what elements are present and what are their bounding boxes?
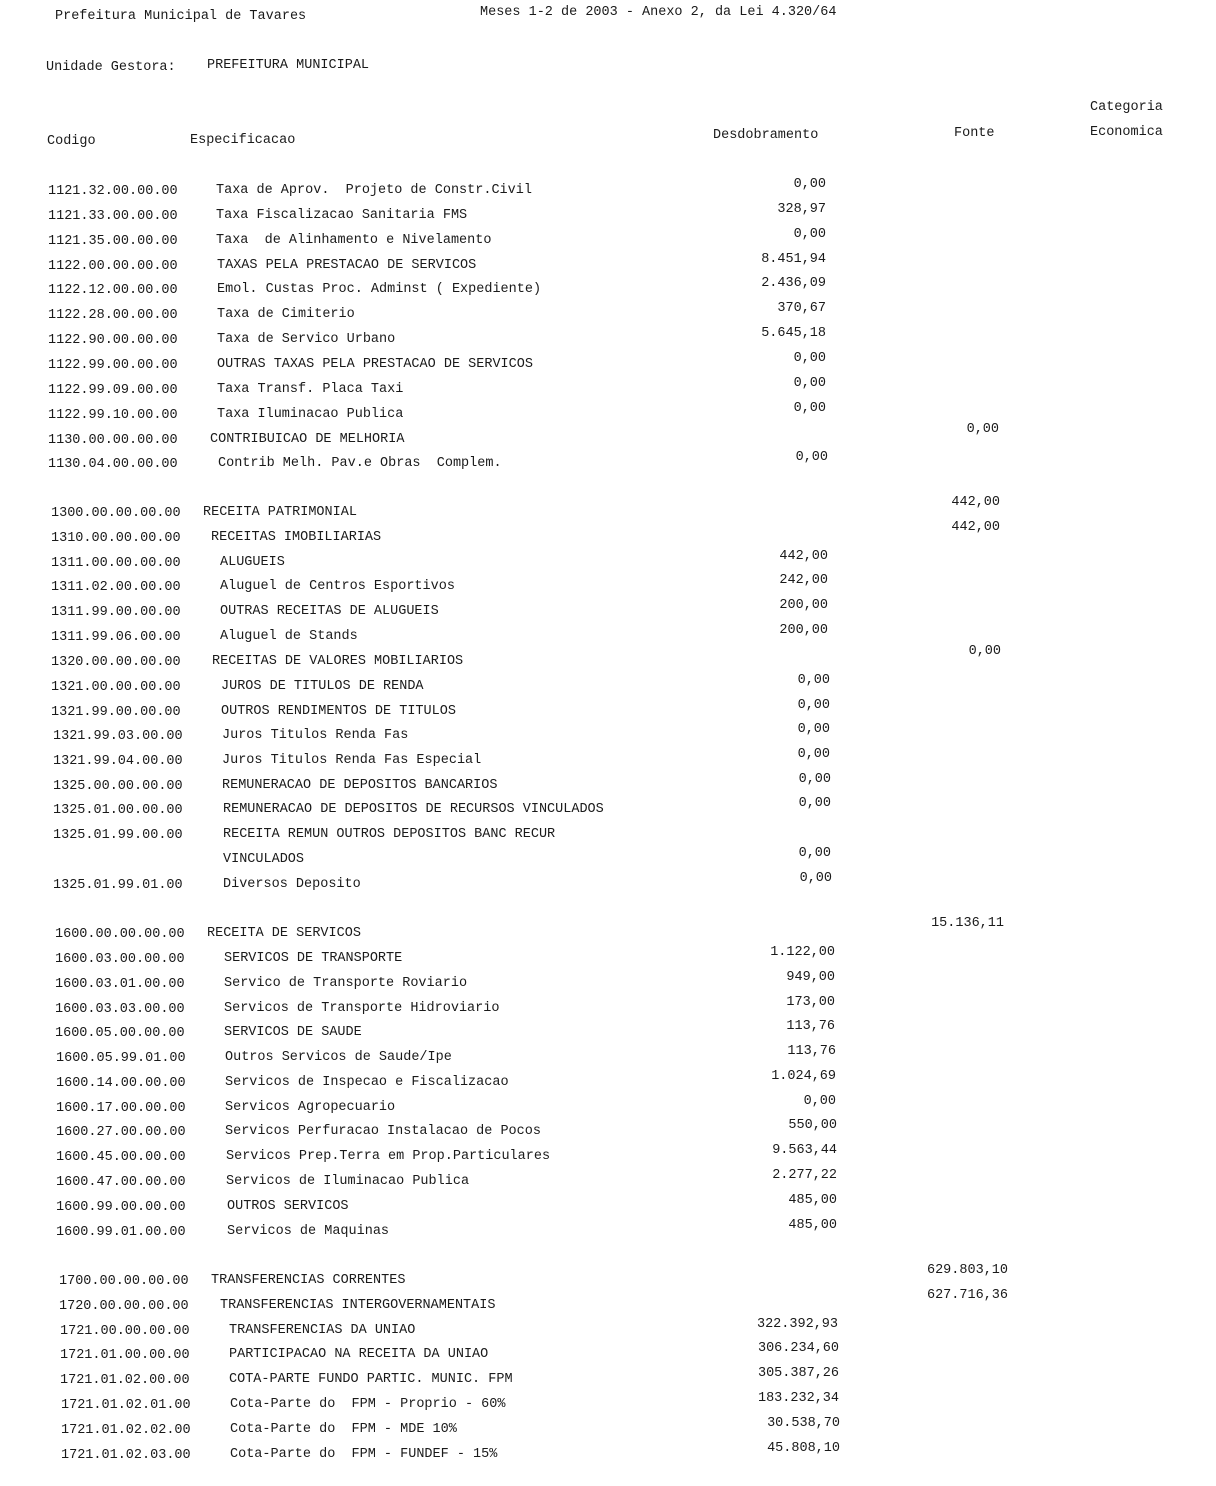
column-header-codigo: Codigo <box>47 134 96 149</box>
table-row <box>0 1341 1216 1367</box>
table-row <box>0 846 1216 872</box>
row-code: 1600.45.00.00.00 <box>56 1150 186 1165</box>
row-fonte: 0,00 <box>966 422 999 437</box>
row-desdobramento: 2.436,09 <box>761 276 826 291</box>
row-desdobramento: 0,00 <box>793 227 826 242</box>
row-code: 1600.00.00.00.00 <box>55 927 185 942</box>
row-code: 1121.35.00.00.00 <box>48 234 178 249</box>
row-specification: VINCULADOS <box>223 852 305 867</box>
row-desdobramento: 5.645,18 <box>761 326 826 341</box>
table-row <box>0 520 1216 550</box>
row-code: 1122.90.00.00.00 <box>48 333 178 348</box>
row-specification: Servicos Perfuracao Instalacao de Pocos <box>225 1124 541 1139</box>
row-specification: Cota-Parte do FPM - FUNDEF - 15% <box>230 1447 498 1462</box>
table-row <box>0 1019 1216 1045</box>
row-desdobramento: 485,00 <box>788 1193 837 1208</box>
row-code: 1321.99.04.00.00 <box>53 754 183 769</box>
row-fonte: 627.716,36 <box>926 1288 1008 1303</box>
row-specification: JUROS DE TITULOS DE RENDA <box>221 679 424 694</box>
row-specification: Taxa de Alinhamento e Nivelamento <box>216 233 492 248</box>
row-specification: REMUNERACAO DE DEPOSITOS BANCARIOS <box>222 778 498 793</box>
row-code: 1600.03.03.00.00 <box>55 1002 185 1017</box>
table-row <box>0 1143 1216 1169</box>
table-row <box>0 1218 1216 1244</box>
row-specification: Contrib Melh. Pav.e Obras Complem. <box>218 456 502 471</box>
row-desdobramento: 0,00 <box>798 772 831 787</box>
row-code: 1311.00.00.00.00 <box>51 556 181 571</box>
row-desdobramento: 8.451,94 <box>761 252 826 267</box>
row-specification: SERVICOS DE SAUDE <box>224 1025 362 1040</box>
row-code: 1122.00.00.00.00 <box>48 259 178 274</box>
row-code: 1122.99.00.00.00 <box>48 358 178 373</box>
table-row <box>0 598 1216 624</box>
row-code: 1311.99.06.00.00 <box>51 630 181 645</box>
row-desdobramento: 1.024,69 <box>771 1069 836 1084</box>
row-desdobramento: 0,00 <box>797 747 830 762</box>
table-row <box>0 252 1216 278</box>
row-desdobramento: 550,00 <box>788 1118 837 1133</box>
column-header-economica: Economica <box>1090 125 1163 140</box>
table-row <box>0 450 1216 476</box>
report-period: Meses 1-2 de 2003 - Anexo 2, da Lei 4.320/64 <box>480 5 837 20</box>
row-code: 1122.12.00.00.00 <box>48 283 178 298</box>
row-specification: TRANSFERENCIAS INTERGOVERNAMENTAIS <box>220 1298 496 1313</box>
table-row <box>0 1044 1216 1070</box>
row-desdobramento: 0,00 <box>798 796 831 811</box>
table-row <box>0 722 1216 748</box>
row-specification: RECEITAS DE VALORES MOBILIARIOS <box>212 654 464 669</box>
row-specification: OUTRAS TAXAS PELA PRESTACAO DE SERVICOS <box>217 357 533 372</box>
row-code: 1600.14.00.00.00 <box>56 1076 186 1091</box>
row-specification: COTA-PARTE FUNDO PARTIC. MUNIC. FPM <box>229 1372 513 1387</box>
row-specification: REMUNERACAO DE DEPOSITOS DE RECURSOS VINCULADOS <box>223 802 604 817</box>
row-fonte: 442,00 <box>951 520 1000 535</box>
table-row <box>0 1391 1216 1417</box>
row-desdobramento: 200,00 <box>779 623 828 638</box>
row-specification: Taxa Iluminacao Publica <box>217 407 404 422</box>
row-specification: Servicos de Iluminacao Publica <box>226 1174 470 1189</box>
row-desdobramento: 328,97 <box>777 202 826 217</box>
row-desdobramento: 200,00 <box>779 598 828 613</box>
row-desdobramento: 1.122,00 <box>770 945 835 960</box>
row-code: 1310.00.00.00.00 <box>51 531 181 546</box>
row-specification: RECEITA DE SERVICOS <box>207 926 361 941</box>
row-specification: Servicos de Maquinas <box>227 1224 390 1239</box>
row-code: 1721.01.02.03.00 <box>61 1448 191 1463</box>
row-specification: CONTRIBUICAO DE MELHORIA <box>210 432 405 447</box>
row-code: 1600.03.00.00.00 <box>55 952 185 967</box>
row-specification: OUTROS RENDIMENTOS DE TITULOS <box>221 704 456 719</box>
row-code: 1600.47.00.00.00 <box>56 1175 186 1190</box>
row-desdobramento: 45.808,10 <box>767 1441 840 1456</box>
row-specification: Outros Servicos de Saude/Ipe <box>225 1050 452 1065</box>
table-row <box>0 1317 1216 1343</box>
row-code: 1325.00.00.00.00 <box>53 779 183 794</box>
row-code: 1600.05.99.01.00 <box>56 1051 186 1066</box>
table-row <box>0 1118 1216 1144</box>
table-row <box>0 945 1216 971</box>
table-row <box>0 495 1216 525</box>
row-specification: Servicos Agropecuario <box>225 1100 396 1115</box>
row-specification: Cota-Parte do FPM - Proprio - 60% <box>230 1397 506 1412</box>
table-row <box>0 1441 1216 1467</box>
row-specification: Servico de Transporte Roviario <box>224 976 468 991</box>
row-specification: TAXAS PELA PRESTACAO DE SERVICOS <box>217 258 477 273</box>
row-specification: OUTROS SERVICOS <box>227 1199 349 1214</box>
column-header-especificacao: Especificacao <box>190 133 296 148</box>
row-code: 1721.00.00.00.00 <box>60 1324 190 1339</box>
unit-name: PREFEITURA MUNICIPAL <box>207 58 370 73</box>
row-code: 1325.01.99.00.00 <box>53 828 183 843</box>
unit-label: Unidade Gestora: <box>46 60 176 75</box>
table-row <box>0 871 1216 897</box>
row-code: 1721.01.02.02.00 <box>61 1423 191 1438</box>
row-code: 1600.03.01.00.00 <box>55 977 185 992</box>
table-row <box>0 1288 1216 1318</box>
row-fonte: 629.803,10 <box>926 1263 1008 1278</box>
row-code: 1121.33.00.00.00 <box>48 209 178 224</box>
table-row <box>0 326 1216 352</box>
row-desdobramento: 0,00 <box>798 846 831 861</box>
row-code: 1300.00.00.00.00 <box>51 506 181 521</box>
row-desdobramento: 322.392,93 <box>756 1317 838 1332</box>
row-desdobramento: 30.538,70 <box>767 1416 840 1431</box>
row-specification: Juros Titulos Renda Fas Especial <box>222 753 482 768</box>
row-specification: Taxa de Cimiterio <box>217 307 355 322</box>
row-specification: Servicos Prep.Terra em Prop.Particulares <box>226 1149 551 1164</box>
row-desdobramento: 370,67 <box>777 301 826 316</box>
row-specification: Emol. Custas Proc. Adminst ( Expediente) <box>217 282 542 297</box>
table-row <box>0 1193 1216 1219</box>
row-code: 1130.00.00.00.00 <box>48 433 178 448</box>
row-desdobramento: 949,00 <box>786 970 835 985</box>
row-desdobramento: 0,00 <box>803 1094 836 1109</box>
row-desdobramento: 442,00 <box>779 549 828 564</box>
row-specification: Diversos Deposito <box>223 877 361 892</box>
row-specification: RECEITA REMUN OUTROS DEPOSITOS BANC RECUR <box>223 827 556 842</box>
table-row <box>0 673 1216 699</box>
row-specification: Juros Titulos Renda Fas <box>222 728 409 743</box>
table-row <box>0 970 1216 996</box>
row-code: 1321.99.03.00.00 <box>53 729 183 744</box>
row-specification: PARTICIPACAO NA RECEITA DA UNIAO <box>229 1347 489 1362</box>
row-code: 1721.01.00.00.00 <box>60 1348 190 1363</box>
row-desdobramento: 113,76 <box>786 1019 835 1034</box>
row-desdobramento: 0,00 <box>797 673 830 688</box>
row-specification: SERVICOS DE TRANSPORTE <box>224 951 403 966</box>
column-header-desdobramento: Desdobramento <box>713 128 819 143</box>
table-row <box>0 916 1216 946</box>
row-desdobramento: 485,00 <box>788 1218 837 1233</box>
row-desdobramento: 173,00 <box>786 995 835 1010</box>
row-desdobramento: 0,00 <box>793 351 826 366</box>
row-desdobramento: 306.234,60 <box>757 1341 839 1356</box>
row-desdobramento: 2.277,22 <box>772 1168 837 1183</box>
row-code: 1721.01.02.00.00 <box>60 1373 190 1388</box>
row-specification: Aluguel de Stands <box>220 629 358 644</box>
row-specification: Servicos de Transporte Hidroviario <box>224 1001 500 1016</box>
row-specification: ALUGUEIS <box>220 555 285 570</box>
table-row <box>0 644 1216 674</box>
row-desdobramento: 9.563,44 <box>772 1143 837 1158</box>
row-specification: Cota-Parte do FPM - MDE 10% <box>230 1422 457 1437</box>
row-desdobramento: 113,76 <box>787 1044 836 1059</box>
row-code: 1720.00.00.00.00 <box>59 1299 189 1314</box>
table-row <box>0 796 1216 822</box>
row-desdobramento: 183.232,34 <box>757 1391 839 1406</box>
row-desdobramento: 305.387,26 <box>757 1366 839 1381</box>
row-desdobramento: 0,00 <box>799 871 832 886</box>
table-row <box>0 276 1216 302</box>
row-code: 1325.01.00.00.00 <box>53 803 183 818</box>
row-desdobramento: 0,00 <box>793 401 826 416</box>
table-row <box>0 825 1216 847</box>
table-row <box>0 351 1216 377</box>
row-desdobramento: 242,00 <box>779 573 828 588</box>
row-code: 1320.00.00.00.00 <box>51 655 181 670</box>
row-code: 1721.01.02.01.00 <box>61 1398 191 1413</box>
row-code: 1321.99.00.00.00 <box>51 705 181 720</box>
table-row <box>0 573 1216 599</box>
row-code: 1600.99.01.00.00 <box>56 1225 186 1240</box>
row-specification: TRANSFERENCIAS DA UNIAO <box>229 1323 416 1338</box>
table-row <box>0 177 1216 203</box>
table-row <box>0 747 1216 773</box>
table-row <box>0 698 1216 724</box>
row-desdobramento: 0,00 <box>797 722 830 737</box>
row-fonte: 15.136,11 <box>931 916 1004 931</box>
row-code: 1122.99.09.00.00 <box>48 383 178 398</box>
row-specification: RECEITAS IMOBILIARIAS <box>211 530 382 545</box>
row-code: 1600.05.00.00.00 <box>55 1026 185 1041</box>
table-row <box>0 301 1216 327</box>
table-row <box>0 1094 1216 1120</box>
table-row <box>0 1416 1216 1442</box>
row-code: 1321.00.00.00.00 <box>51 680 181 695</box>
row-specification: Taxa de Servico Urbano <box>217 332 396 347</box>
row-code: 1122.28.00.00.00 <box>48 308 178 323</box>
row-specification: RECEITA PATRIMONIAL <box>203 505 357 520</box>
row-specification: TRANSFERENCIAS CORRENTES <box>211 1273 406 1288</box>
row-code: 1600.99.00.00.00 <box>56 1200 186 1215</box>
row-specification: Servicos de Inspecao e Fiscalizacao <box>225 1075 509 1090</box>
row-desdobramento: 0,00 <box>793 376 826 391</box>
table-row <box>0 1069 1216 1095</box>
row-desdobramento: 0,00 <box>793 177 826 192</box>
row-code: 1325.01.99.01.00 <box>53 878 183 893</box>
row-code: 1121.32.00.00.00 <box>48 184 178 199</box>
row-specification: Taxa de Aprov. Projeto de Constr.Civil <box>216 183 532 198</box>
row-specification: Taxa Fiscalizacao Sanitaria FMS <box>216 208 468 223</box>
table-row <box>0 623 1216 649</box>
org-name: Prefeitura Municipal de Tavares <box>55 9 307 24</box>
table-row <box>0 549 1216 575</box>
row-desdobramento: 0,00 <box>797 698 830 713</box>
column-header-categoria: Categoria <box>1090 100 1163 115</box>
row-specification: Aluguel de Centros Esportivos <box>220 579 455 594</box>
column-header-fonte: Fonte <box>954 126 995 141</box>
row-fonte: 442,00 <box>951 495 1000 510</box>
table-row <box>0 422 1216 452</box>
table-row <box>0 227 1216 253</box>
row-code: 1600.17.00.00.00 <box>56 1101 186 1116</box>
row-specification: Taxa Transf. Placa Taxi <box>217 382 404 397</box>
table-row <box>0 376 1216 402</box>
row-fonte: 0,00 <box>968 644 1001 659</box>
row-desdobramento: 0,00 <box>795 450 828 465</box>
table-row <box>0 1263 1216 1293</box>
row-specification: OUTRAS RECEITAS DE ALUGUEIS <box>220 604 439 619</box>
table-row <box>0 202 1216 228</box>
table-row <box>0 995 1216 1021</box>
table-row <box>0 1168 1216 1194</box>
row-code: 1130.04.00.00.00 <box>48 457 178 472</box>
row-code: 1700.00.00.00.00 <box>59 1274 189 1289</box>
table-row <box>0 1366 1216 1392</box>
row-code: 1122.99.10.00.00 <box>48 408 178 423</box>
row-code: 1311.02.00.00.00 <box>51 580 181 595</box>
table-row <box>0 401 1216 427</box>
row-code: 1311.99.00.00.00 <box>51 605 181 620</box>
row-code: 1600.27.00.00.00 <box>56 1125 186 1140</box>
table-row <box>0 772 1216 798</box>
